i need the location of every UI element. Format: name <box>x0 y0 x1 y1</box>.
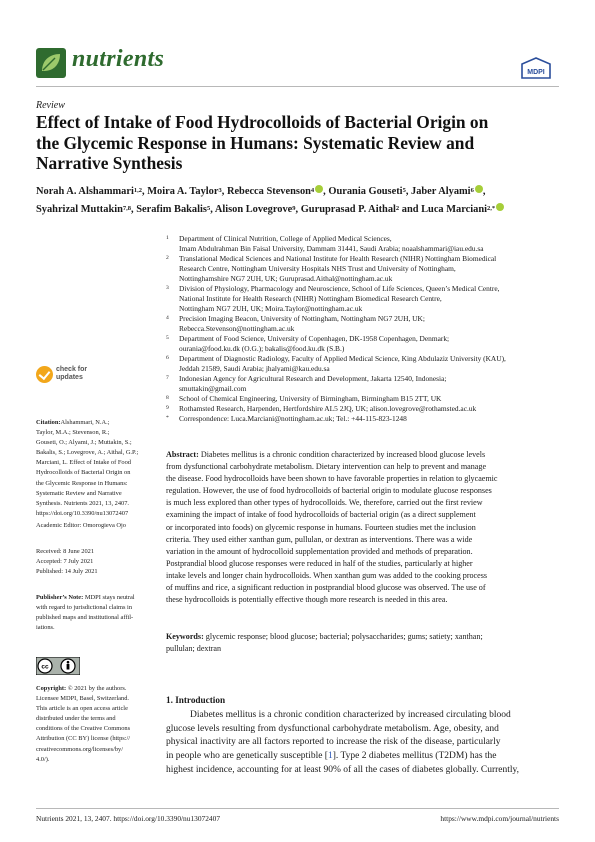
affiliation <box>166 414 566 424</box>
text-line: physical inactivity are all factors reported to increase the risk of the disease, particularly <box>166 737 501 748</box>
affiliation-text <box>179 234 566 254</box>
text-line: distributed under the terms and <box>36 715 116 723</box>
academic-editor: Academic Editor: Omorogieva Ojo <box>36 522 126 529</box>
author-name[interactable]: Luca Marciani <box>421 203 488 215</box>
text-line: Hydrocolloids of Bacterial Origin on <box>36 469 131 477</box>
text-line: criteria. They used either xanthan gum, pullulan, or dextran as interventions. There was a wide <box>166 534 473 544</box>
author-name[interactable]: Norah A. Alshammari <box>36 186 134 197</box>
affiliation-text <box>179 314 566 334</box>
text-line: intake levels and longer chain hydrocolloids. When xanthan gum was added to the cooking process <box>166 570 488 580</box>
author-separator: , <box>295 203 301 215</box>
citation-line: Alshammari, N.A.; <box>60 419 110 426</box>
header-rule <box>36 86 559 87</box>
text-line: with regard to jurisdictional claims in <box>36 604 133 612</box>
affiliation-line: Rebecca.Stevenson@nottingham.ac.uk <box>179 324 295 333</box>
text-line: highest incidence, accounting for at least 90% of all the cases of diabetes globally. Currently, <box>166 764 520 775</box>
text-line: Attribution (CC BY) license (https:// <box>36 735 131 743</box>
footer-journal-url[interactable]: https://www.mdpi.com/journal/nutrients <box>440 814 559 823</box>
affiliation-number: 6 <box>166 355 169 361</box>
affiliation-line: Indonesian Agency for Agricultural Research and Development, Jakarta 12540, Indonesia; <box>179 374 447 383</box>
affiliation-text <box>179 374 566 394</box>
affiliation <box>166 284 566 314</box>
author-name[interactable]: Alison Lovegrove <box>214 203 293 215</box>
text-line: Taylor, M.A.; Stevenson, R.; <box>36 429 110 437</box>
affiliation-text <box>179 354 566 374</box>
text-line: Licensee MDPI, Basel, Switzerland. <box>36 695 129 703</box>
affiliation-line: Rothamsted Research, Harpenden, Hertfordshire AL5 2JQ, UK; alison.lovegrove@rothamsted.ac.uk <box>179 404 477 413</box>
leaf-icon <box>36 48 66 78</box>
affiliation-line: smuttakin@gmail.com <box>179 384 247 393</box>
check-updates-line2: updates <box>56 374 83 381</box>
text-line: the disease. Food hydrocolloids have been shown to have favorable properties in relation to glycaemic <box>166 474 498 484</box>
footer-citation-text[interactable]: Nutrients 2021, 13, 2407. https://doi.org/10.3390/nu13072407 <box>36 814 221 823</box>
title-line: the Glycemic Response in Humans: Systematic Review and <box>36 132 475 153</box>
affiliation-line: Precision Imaging Beacon, University of Nottingham, Nottingham NG7 2UH, UK; <box>179 314 425 323</box>
author-name[interactable]: Serafim Bakalis <box>136 203 207 215</box>
author-affiliation-number: 6 <box>470 187 474 194</box>
affiliation-number: 8 <box>166 395 169 401</box>
abstract <box>166 449 563 606</box>
svg-text:MDPI: MDPI <box>527 69 545 76</box>
author-name[interactable]: Ourania Gouseti <box>328 186 403 197</box>
text-line: published maps and institutional affil- <box>36 614 134 622</box>
orcid-icon[interactable] <box>475 185 483 193</box>
affiliation-text <box>179 394 566 404</box>
author-separator: , <box>141 186 148 197</box>
text-line: https://doi.org/10.3390/nu13072407 <box>36 509 129 517</box>
citation-block <box>36 418 160 519</box>
affiliation <box>166 314 566 334</box>
author-separator: , <box>323 186 329 197</box>
published-date: Published: 14 July 2021 <box>36 568 98 575</box>
affiliation-number: 3 <box>166 285 169 291</box>
author-name[interactable]: Syahrizal Muttakin <box>36 203 123 215</box>
author-affiliation-number: 1,2 <box>133 187 142 194</box>
text-line: examining the impact of intake of food hydrocolloids of bacterial origin (as a direct supplement <box>166 510 476 520</box>
affiliation-text <box>179 334 566 354</box>
article-type: Review <box>36 100 65 111</box>
affiliation <box>166 234 566 254</box>
affiliation-line: Jeddah 21589, Saudi Arabia; jhalyami@kau.edu.sa <box>179 364 330 373</box>
text-line: of muffins and rice, a significant reduction in postprandial blood glucose was observed. The use of <box>166 583 486 593</box>
text-line: regulation. However, the use of food hydrocolloids of bacterial origin to modulate glucose responses <box>166 486 492 496</box>
author-affiliation-number: 5 <box>402 187 406 194</box>
author-separator: , <box>405 186 412 197</box>
author-affiliation-number: 4 <box>310 187 315 194</box>
affiliation-number: 5 <box>166 335 169 341</box>
copyright-label: Copyright: <box>36 685 67 692</box>
text-line: is much less explored than other types of hydrocolloids. We, therefore, carried out the first review <box>166 498 483 508</box>
text-line: conditions of the Creative Commons <box>36 725 131 733</box>
author-separator: , <box>482 186 486 197</box>
title-line: Effect of Intake of Food Hydrocolloids of Bacterial Origin on <box>36 112 489 132</box>
affiliation-list <box>166 234 566 424</box>
journal-name: nutrients <box>72 46 165 72</box>
author-line <box>36 183 560 201</box>
affiliation-line: Department of Diagnostic Radiology, Faculty of Applied Medical Science, King Abdulaziz University (KAU), <box>179 354 506 363</box>
author-affiliation-number: 5 <box>206 204 211 212</box>
author-list <box>36 183 560 218</box>
affiliation-number: 2 <box>166 255 169 261</box>
author-separator: , <box>131 203 137 215</box>
affiliation <box>166 374 566 394</box>
check-updates-line1: check for <box>56 366 88 373</box>
author-name[interactable]: Rebecca Stevenson <box>226 186 311 197</box>
received-date: Received: 8 June 2021 <box>36 548 95 555</box>
text-line: Systematic Review and Narrative <box>36 489 122 497</box>
affiliation <box>166 394 566 404</box>
text-line: or incorporated into foods) on glycemic response in humans. Fourteen studies met the inclusion <box>166 522 476 532</box>
affiliation-line: ourania@food.ku.dk (O.G.); bakalis@food.ku.dk (S.B.) <box>179 344 345 353</box>
text-line: the Glycemic Response in Humans: <box>36 479 128 487</box>
author-separator: , <box>221 186 227 197</box>
affiliation-number: 7 <box>166 375 169 381</box>
text-line: in people who are genetically susceptible [1]. Type 2 diabetes mellitus (T2DM) has the <box>166 751 497 762</box>
affiliation-number: 4 <box>166 315 169 321</box>
affiliation-line: National Institute for Health Research (NIHR) Nottingham Biomedical Research Centre, <box>179 294 442 303</box>
copyright-line: © 2021 by the authors. <box>66 685 127 692</box>
abstract-label: Abstract: <box>166 450 199 459</box>
author-affiliation-number: 2,* <box>487 204 496 212</box>
text-line: pullulan; dextran <box>166 644 222 654</box>
text-line: variation in the amount of hydrocolloid supplementation provided and methods of preparation. <box>166 546 473 556</box>
affiliation-line: Department of Food Science, University of Copenhagen, DK-1958 Copenhagen, Denmark; <box>179 334 450 343</box>
author-affiliation-number: 9 <box>292 204 296 212</box>
orcid-icon[interactable] <box>315 185 323 193</box>
affiliation-line: Nottinghamshire NG7 2UH, UK; Guruprasad.Aithal@nottingham.ac.uk <box>179 274 393 283</box>
affiliation-text <box>179 254 566 284</box>
citation-label: Citation: <box>36 419 61 426</box>
affiliation-line: Correspondence: Luca.Marciani@nottingham.ac.uk; Tel.: +44-115-823-1248 <box>179 414 407 423</box>
text-line: Postprandial blood glucose responses were reduced in half of the studies, particularly at higher <box>166 558 473 568</box>
mdpi-logo <box>520 57 552 79</box>
affiliation <box>166 254 566 284</box>
keywords-label: Keywords: <box>166 632 204 641</box>
author-line <box>36 201 560 219</box>
author-affiliation-number: 7,8 <box>122 204 132 212</box>
text-line: Marciani, L. Effect of Intake of Food <box>36 459 131 467</box>
author-separator: and <box>399 203 422 215</box>
text-line: 4.0/). <box>36 755 50 763</box>
author-name[interactable]: Jaber Alyami <box>411 186 471 197</box>
author-separator: , <box>210 203 215 215</box>
abstract-line: Diabetes mellitus is a chronic condition characterized by increased blood glucose levels <box>198 450 486 459</box>
affiliation-line: School of Chemical Engineering, University of Birmingham, Birmingham B15 2TT, UK <box>179 394 442 403</box>
check-icon <box>36 366 53 383</box>
affiliation-line: Translational Medical Sciences and National Institute for Health Research (NIHR) Nottingham Biomedical <box>179 254 497 263</box>
author-affiliation-number: 3 <box>218 187 222 194</box>
affiliation <box>166 404 566 414</box>
affiliation-text <box>179 404 566 414</box>
affiliation-line: Imam Abdulrahman Bin Faisal University, Dammam 31441, Saudi Arabia; noaalshammari@iau.edu.sa <box>179 244 484 253</box>
affiliation-text <box>179 414 566 424</box>
affiliation-line: Division of Physiology, Pharmacology and Neuroscience, School of Life Sciences, Queen’s Medical Centre, <box>179 284 500 293</box>
affiliation-line: Department of Clinical Nutrition, College of Applied Medical Sciences, <box>179 234 392 243</box>
text-line: from dysfunctional carbohydrate metabolism. Dietary intervention can help to prevent and manage <box>166 462 487 472</box>
affiliation-number: 9 <box>166 405 169 411</box>
cc-by-icon[interactable] <box>36 657 80 675</box>
orcid-icon[interactable] <box>496 203 504 211</box>
affiliation-line: Nottingham NG7 2UH, UK; Moira.Taylor@nottingham.ac.uk <box>179 304 363 313</box>
publisher-note <box>36 593 160 633</box>
affiliation-text <box>179 284 566 314</box>
copyright-block <box>36 684 160 765</box>
introduction-body <box>166 709 563 778</box>
text-line: Gouseti, O.; Alyami, J.; Muttakin, S.; <box>36 439 132 447</box>
check-for-updates-badge[interactable] <box>36 366 96 388</box>
author-name[interactable]: Moira A. Taylor <box>147 186 219 197</box>
footer-citation <box>36 814 220 823</box>
affiliation-number: 1 <box>166 235 169 241</box>
text-line: Bakalis, S.; Lovegrove, A.; Aithal, G.P.; <box>36 449 139 457</box>
reference-link[interactable]: 1 <box>327 751 333 762</box>
affiliation <box>166 334 566 354</box>
svg-text:cc: cc <box>41 663 49 671</box>
article-title <box>36 112 560 174</box>
keywords <box>166 631 563 655</box>
publisher-note-label: Publisher’s Note: <box>36 594 84 601</box>
text-line: these hydrocolloids is potentially effective though more research is needed in this area. <box>166 595 448 605</box>
footer-rule <box>36 808 559 809</box>
text-line: Synthesis. Nutrients 2021, 13, 2407. <box>36 499 130 507</box>
affiliation-number: * <box>166 415 169 421</box>
publisher-note-line: MDPI stays neutral <box>83 594 135 601</box>
text-line: iations. <box>36 624 55 632</box>
section-heading: 1. Introduction <box>166 695 226 705</box>
title-line: Narrative Synthesis <box>36 153 183 174</box>
text-line: Diabetes mellitus is a chronic condition characterized by increased circulating blood <box>190 710 511 720</box>
text-line: This article is an open access article <box>36 705 128 713</box>
affiliation-line: Research Centre, Nottingham University Hospitals NHS Trust and University of Nottingham, <box>179 264 456 273</box>
affiliation <box>166 354 566 374</box>
text-line: creativecommons.org/licenses/by/ <box>36 745 124 753</box>
keywords-line: glycemic response; blood glucose; bacterial; polysaccharides; gums; satiety; xanthan; <box>203 632 483 641</box>
author-name[interactable]: Guruprasad P. Aithal <box>300 203 396 215</box>
text-line: glucose levels resulting from dysfunctional carbohydrate metabolism. Age, obesity, and <box>166 723 499 734</box>
author-affiliation-number: 2 <box>395 204 400 212</box>
accepted-date: Accepted: 7 July 2021 <box>36 558 94 565</box>
